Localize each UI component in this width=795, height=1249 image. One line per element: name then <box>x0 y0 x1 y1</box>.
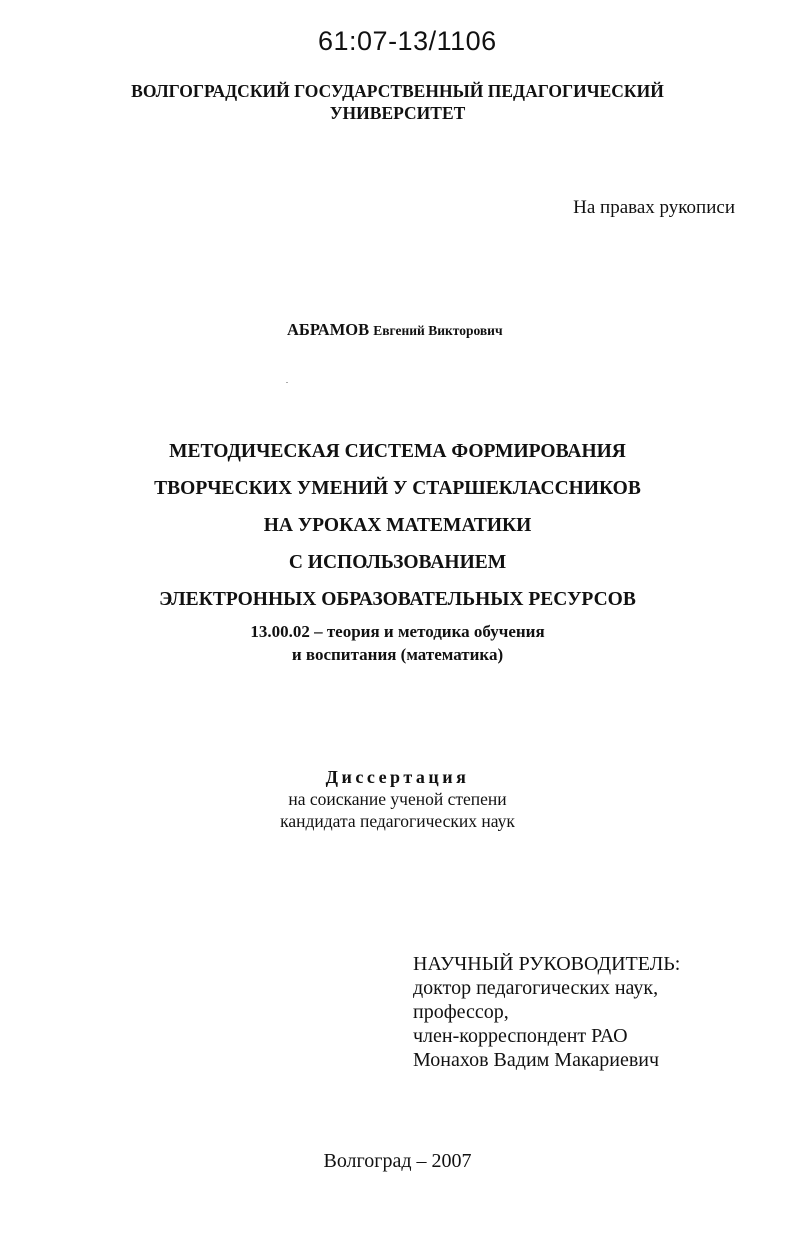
author-given-names: Евгений Викторович <box>373 323 503 338</box>
author-surname: АБРАМОВ <box>287 320 370 339</box>
title-line: ТВОРЧЕСКИХ УМЕНИЙ У СТАРШЕКЛАССНИКОВ <box>154 478 641 499</box>
title-line: МЕТОДИЧЕСКАЯ СИСТЕМА ФОРМИРОВАНИЯ <box>169 441 626 462</box>
title-line: НА УРОКАХ МАТЕМАТИКИ <box>263 515 532 536</box>
supervisor-name: Монахов Вадим Макариевич <box>413 1049 660 1071</box>
call-number: 61:07-13/1106 <box>318 26 497 56</box>
specialty-line: и воспитания (математика) <box>291 645 504 664</box>
dissertation-title <box>0 433 795 618</box>
supervisor-line: член-корреспондент РАО <box>413 1025 628 1047</box>
manuscript-note: На правах рукописи <box>573 197 735 218</box>
university-name <box>0 80 795 124</box>
author-name <box>287 320 503 340</box>
title-line: ЭЛЕКТРОННЫХ ОБРАЗОВАТЕЛЬНЫХ РЕСУРСОВ <box>159 589 636 610</box>
title-line: С ИСПОЛЬЗОВАНИЕМ <box>288 552 507 573</box>
degree-label: Диссертация <box>325 767 470 787</box>
degree-block <box>0 766 795 832</box>
degree-line: на соискание ученой степени <box>288 789 507 809</box>
specialty-line: 13.00.02 – теория и методика обучения <box>250 622 545 641</box>
supervisor-line: профессор, <box>413 1001 509 1023</box>
scan-speck <box>286 382 288 383</box>
supervisor-line: доктор педагогических наук, <box>413 977 659 999</box>
city-year: Волгоград – 2007 <box>323 1150 472 1172</box>
supervisor-block <box>413 952 680 1072</box>
supervisor-heading: НАУЧНЫЙ РУКОВОДИТЕЛЬ: <box>413 953 681 975</box>
degree-line: кандидата педагогических наук <box>280 811 515 831</box>
specialty-code <box>0 620 795 666</box>
university-line: УНИВЕРСИТЕТ <box>329 103 466 123</box>
university-line: ВОЛГОГРАДСКИЙ ГОСУДАРСТВЕННЫЙ ПЕДАГОГИЧЕСКИЙ <box>131 81 664 101</box>
